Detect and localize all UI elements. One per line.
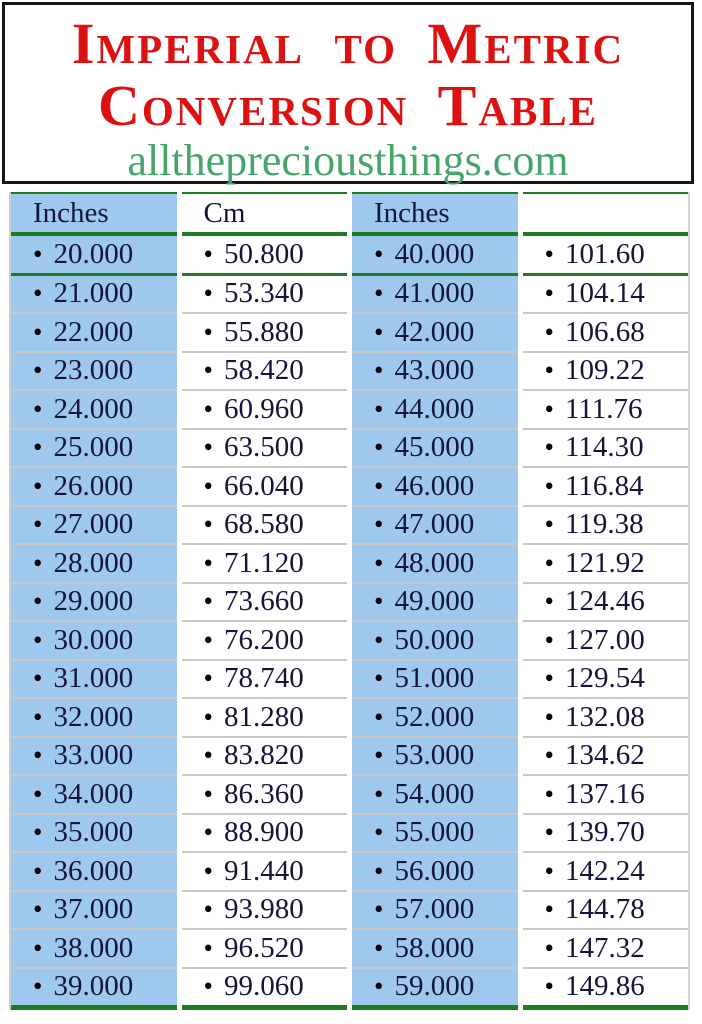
table-cell: [523, 430, 689, 469]
bullet-marker-icon: •: [374, 855, 384, 886]
bullet-marker-icon: •: [33, 971, 43, 1002]
page-title-line1: Imperial to Metric: [71, 11, 625, 76]
bullet-marker-icon: •: [374, 894, 384, 925]
cell-value: 49.000: [394, 585, 475, 618]
bullet-marker-icon: •: [203, 624, 213, 655]
table-cell: [523, 391, 689, 430]
bullet-marker-icon: •: [374, 932, 384, 963]
cell-value: 63.500: [223, 431, 304, 464]
cell-value: 56.000: [394, 854, 475, 887]
cell-value: 48.000: [394, 546, 475, 579]
table-cell: [523, 853, 689, 892]
bullet-marker-icon: •: [203, 355, 213, 386]
table-cell: [523, 776, 689, 815]
table-cell: [352, 699, 518, 738]
table-cell: [182, 430, 348, 469]
bullet-marker-icon: •: [203, 855, 213, 886]
bullet-marker-icon: •: [544, 316, 554, 347]
table-cell: [11, 853, 177, 892]
bullet-marker-icon: •: [203, 586, 213, 617]
table-cell: [11, 430, 177, 469]
bullet-marker-icon: •: [203, 278, 213, 309]
bullet-marker-icon: •: [544, 509, 554, 540]
table-cell: [182, 661, 348, 700]
table-row: [11, 276, 688, 315]
cell-value: 111.76: [564, 392, 643, 425]
bullet-marker-icon: •: [33, 316, 43, 347]
cell-value: 60.960: [223, 392, 304, 425]
cell-value: 31.000: [53, 662, 134, 695]
cell-value: 104.14: [564, 277, 645, 310]
cell-value: 78.740: [223, 662, 304, 695]
table-row: [11, 853, 688, 892]
table-cell: [11, 892, 177, 931]
table-row: [11, 545, 688, 584]
table-row: [11, 661, 688, 700]
table-row: [11, 430, 688, 469]
table-cell: [182, 545, 348, 584]
table-cell: [352, 391, 518, 430]
table-cell: [523, 892, 689, 931]
bullet-marker-icon: •: [544, 238, 554, 269]
cell-value: 45.000: [394, 431, 475, 464]
cell-value: 25.000: [53, 431, 134, 464]
cell-value: 27.000: [53, 508, 134, 541]
cell-value: 81.280: [223, 700, 304, 733]
cell-value: 50.000: [394, 623, 475, 656]
table-cell: [352, 314, 518, 353]
table-row: [11, 353, 688, 392]
bullet-marker-icon: •: [203, 894, 213, 925]
bullet-marker-icon: •: [544, 932, 554, 963]
table-row: [11, 468, 688, 507]
cell-value: 26.000: [53, 469, 134, 502]
bullet-marker-icon: •: [374, 547, 384, 578]
page-title-line2: Conversion Table: [98, 73, 598, 138]
bullet-marker-icon: •: [544, 547, 554, 578]
bullet-marker-icon: •: [374, 316, 384, 347]
table-cell: [182, 815, 348, 854]
cell-value: 23.000: [53, 354, 134, 387]
cell-value: 88.900: [223, 816, 304, 849]
cell-value: 101.60: [564, 237, 645, 270]
table-cell: [182, 699, 348, 738]
bullet-marker-icon: •: [33, 624, 43, 655]
cell-value: 59.000: [394, 970, 475, 1003]
bullet-marker-icon: •: [33, 855, 43, 886]
cell-value: 43.000: [394, 354, 475, 387]
cell-value: 24.000: [53, 392, 134, 425]
table-cell: [352, 584, 518, 623]
table-cell: [11, 507, 177, 546]
table-cell: [352, 661, 518, 700]
table-cell: [523, 314, 689, 353]
cell-value: 139.70: [564, 816, 645, 849]
bullet-marker-icon: •: [374, 740, 384, 771]
column-header-cm: Cm: [182, 192, 348, 236]
cell-value: 121.92: [564, 546, 645, 579]
table-cell: [11, 776, 177, 815]
table-cell: [182, 776, 348, 815]
table-cell: [11, 353, 177, 392]
cell-value: 20.000: [53, 237, 134, 270]
cell-value: 51.000: [394, 662, 475, 695]
cell-value: 91.440: [223, 854, 304, 887]
table-cell: [523, 584, 689, 623]
table-cell: [352, 353, 518, 392]
bullet-marker-icon: •: [374, 509, 384, 540]
cell-value: 68.580: [223, 508, 304, 541]
bullet-marker-icon: •: [33, 547, 43, 578]
bullet-marker-icon: •: [203, 932, 213, 963]
cell-value: 127.00: [564, 623, 645, 656]
table-cell: [11, 699, 177, 738]
cell-value: 93.980: [223, 893, 304, 926]
bullet-marker-icon: •: [544, 355, 554, 386]
table-cell: [182, 236, 348, 276]
table-cell: [182, 892, 348, 931]
table-row: [11, 738, 688, 777]
table-cell: [182, 353, 348, 392]
cell-value: 57.000: [394, 893, 475, 926]
table-cell: [182, 930, 348, 969]
bullet-marker-icon: •: [33, 355, 43, 386]
bullet-marker-icon: •: [33, 432, 43, 463]
table-row: [11, 391, 688, 430]
bullet-marker-icon: •: [203, 740, 213, 771]
website-text: allthepreciousthings.com: [127, 136, 569, 185]
bullet-marker-icon: •: [33, 509, 43, 540]
table-row: [11, 584, 688, 623]
cell-value: 52.000: [394, 700, 475, 733]
table-cell: [352, 276, 518, 315]
bullet-marker-icon: •: [374, 432, 384, 463]
table-cell: [352, 930, 518, 969]
bullet-marker-icon: •: [33, 470, 43, 501]
table-cell: [523, 507, 689, 546]
bullet-marker-icon: •: [374, 238, 384, 269]
table-cell: [352, 468, 518, 507]
table-cell: [523, 468, 689, 507]
cell-value: 53.000: [394, 739, 475, 772]
table-cell: [182, 391, 348, 430]
table-cell: [352, 892, 518, 931]
table-cell: [352, 776, 518, 815]
cell-value: 147.32: [564, 931, 645, 964]
table-cell: [11, 584, 177, 623]
table-cell: [11, 391, 177, 430]
table-cell: [352, 815, 518, 854]
column-header-inches: Inches: [11, 192, 177, 236]
column-header-inches: Inches: [352, 192, 518, 236]
table-row: [11, 236, 688, 276]
cell-value: 46.000: [394, 469, 475, 502]
table-row: [11, 969, 688, 1011]
cell-value: 50.800: [223, 237, 304, 270]
cell-value: 53.340: [223, 277, 304, 310]
cell-value: 36.000: [53, 854, 134, 887]
table-cell: [352, 430, 518, 469]
cell-value: 116.84: [564, 469, 644, 502]
cell-value: 34.000: [53, 777, 134, 810]
cell-value: 39.000: [53, 970, 134, 1003]
cell-value: 58.000: [394, 931, 475, 964]
table-cell: [182, 507, 348, 546]
cell-value: 40.000: [394, 237, 475, 270]
bullet-marker-icon: •: [544, 855, 554, 886]
cell-value: 22.000: [53, 315, 134, 348]
cell-value: 129.54: [564, 662, 645, 695]
bullet-marker-icon: •: [544, 393, 554, 424]
bullet-marker-icon: •: [544, 701, 554, 732]
bullet-marker-icon: •: [374, 817, 384, 848]
bullet-marker-icon: •: [203, 817, 213, 848]
table-cell: [352, 507, 518, 546]
table-cell: [523, 661, 689, 700]
table-cell: [352, 853, 518, 892]
table-cell: [182, 276, 348, 315]
bullet-marker-icon: •: [544, 278, 554, 309]
cell-value: 119.38: [564, 508, 644, 541]
cell-value: 149.86: [564, 970, 645, 1003]
cell-value: 44.000: [394, 392, 475, 425]
bullet-marker-icon: •: [544, 740, 554, 771]
bullet-marker-icon: •: [374, 624, 384, 655]
table-cell: [11, 276, 177, 315]
bullet-marker-icon: •: [203, 509, 213, 540]
cell-value: 29.000: [53, 585, 134, 618]
cell-value: 71.120: [223, 546, 304, 579]
bullet-marker-icon: •: [203, 470, 213, 501]
bullet-marker-icon: •: [374, 470, 384, 501]
cell-value: 42.000: [394, 315, 475, 348]
table-cell: [523, 738, 689, 777]
bullet-marker-icon: •: [544, 894, 554, 925]
table-cell: [11, 314, 177, 353]
cell-value: 96.520: [223, 931, 304, 964]
cell-value: 134.62: [564, 739, 645, 772]
cell-value: 28.000: [53, 546, 134, 579]
cell-value: 137.16: [564, 777, 645, 810]
bullet-marker-icon: •: [374, 663, 384, 694]
table-cell: [182, 969, 348, 1011]
cell-value: 58.420: [223, 354, 304, 387]
bullet-marker-icon: •: [33, 817, 43, 848]
cell-value: 35.000: [53, 816, 134, 849]
cell-value: 144.78: [564, 893, 645, 926]
cell-value: 83.820: [223, 739, 304, 772]
bullet-marker-icon: •: [33, 701, 43, 732]
bullet-marker-icon: •: [544, 586, 554, 617]
bullet-marker-icon: •: [33, 778, 43, 809]
table-row: [11, 507, 688, 546]
table-cell: [523, 353, 689, 392]
cell-value: 37.000: [53, 893, 134, 926]
cell-value: 114.30: [564, 431, 644, 464]
bullet-marker-icon: •: [374, 393, 384, 424]
table-cell: [523, 969, 689, 1011]
cell-value: 47.000: [394, 508, 475, 541]
cell-value: 30.000: [53, 623, 134, 656]
bullet-marker-icon: •: [33, 278, 43, 309]
table-row: [11, 815, 688, 854]
bullet-marker-icon: •: [374, 971, 384, 1002]
bullet-marker-icon: •: [33, 932, 43, 963]
table-cell: [523, 699, 689, 738]
cell-value: 142.24: [564, 854, 645, 887]
table-cell: [11, 236, 177, 276]
table-cell: [182, 622, 348, 661]
table-cell: [182, 738, 348, 777]
bullet-marker-icon: •: [203, 547, 213, 578]
cell-value: 124.46: [564, 585, 645, 618]
table-cell: [352, 236, 518, 276]
table-row: [11, 622, 688, 661]
bullet-marker-icon: •: [203, 663, 213, 694]
table-row: [11, 930, 688, 969]
column-header-empty: [523, 192, 689, 236]
table-row: [11, 314, 688, 353]
cell-value: 38.000: [53, 931, 134, 964]
cell-value: 132.08: [564, 700, 645, 733]
table-cell: [352, 545, 518, 584]
table-cell: [523, 930, 689, 969]
header-box: [2, 2, 694, 184]
cell-value: 66.040: [223, 469, 304, 502]
cell-value: 32.000: [53, 700, 134, 733]
bullet-marker-icon: •: [33, 238, 43, 269]
cell-value: 109.22: [564, 354, 645, 387]
conversion-table: [9, 192, 690, 1010]
table-cell: [182, 853, 348, 892]
table-cell: [182, 468, 348, 507]
bullet-marker-icon: •: [544, 432, 554, 463]
bullet-marker-icon: •: [203, 316, 213, 347]
bullet-marker-icon: •: [203, 393, 213, 424]
cell-value: 76.200: [223, 623, 304, 656]
bullet-marker-icon: •: [33, 393, 43, 424]
table-cell: [352, 969, 518, 1011]
bullet-marker-icon: •: [203, 238, 213, 269]
bullet-marker-icon: •: [203, 778, 213, 809]
bullet-marker-icon: •: [544, 971, 554, 1002]
bullet-marker-icon: •: [544, 663, 554, 694]
table-cell: [11, 468, 177, 507]
table-header-row: [11, 192, 688, 236]
table-cell: [182, 584, 348, 623]
table-cell: [11, 930, 177, 969]
table-row: [11, 892, 688, 931]
cell-value: 55.880: [223, 315, 304, 348]
table-cell: [182, 314, 348, 353]
bullet-marker-icon: •: [374, 701, 384, 732]
bullet-marker-icon: •: [203, 971, 213, 1002]
cell-value: 106.68: [564, 315, 645, 348]
table-cell: [11, 969, 177, 1011]
cell-value: 54.000: [394, 777, 475, 810]
table-cell: [523, 236, 689, 276]
table-cell: [11, 661, 177, 700]
table-cell: [11, 545, 177, 584]
table-body: [11, 236, 688, 1010]
table-cell: [11, 622, 177, 661]
bullet-marker-icon: •: [33, 894, 43, 925]
table-cell: [523, 815, 689, 854]
bullet-marker-icon: •: [203, 432, 213, 463]
bullet-marker-icon: •: [374, 586, 384, 617]
table-cell: [523, 276, 689, 315]
bullet-marker-icon: •: [544, 470, 554, 501]
bullet-marker-icon: •: [374, 278, 384, 309]
table-row: [11, 776, 688, 815]
bullet-marker-icon: •: [33, 586, 43, 617]
bullet-marker-icon: •: [33, 740, 43, 771]
table-row: [11, 699, 688, 738]
cell-value: 41.000: [394, 277, 475, 310]
cell-value: 55.000: [394, 816, 475, 849]
table-cell: [11, 815, 177, 854]
table-cell: [523, 622, 689, 661]
bullet-marker-icon: •: [544, 817, 554, 848]
cell-value: 86.360: [223, 777, 304, 810]
bullet-marker-icon: •: [544, 624, 554, 655]
table-cell: [352, 738, 518, 777]
bullet-marker-icon: •: [33, 663, 43, 694]
table-cell: [352, 622, 518, 661]
bullet-marker-icon: •: [374, 355, 384, 386]
cell-value: 33.000: [53, 739, 134, 772]
table-cell: [11, 738, 177, 777]
bullet-marker-icon: •: [203, 701, 213, 732]
bullet-marker-icon: •: [544, 778, 554, 809]
bullet-marker-icon: •: [374, 778, 384, 809]
table-cell: [523, 545, 689, 584]
cell-value: 73.660: [223, 585, 304, 618]
cell-value: 21.000: [53, 277, 134, 310]
cell-value: 99.060: [223, 970, 304, 1003]
